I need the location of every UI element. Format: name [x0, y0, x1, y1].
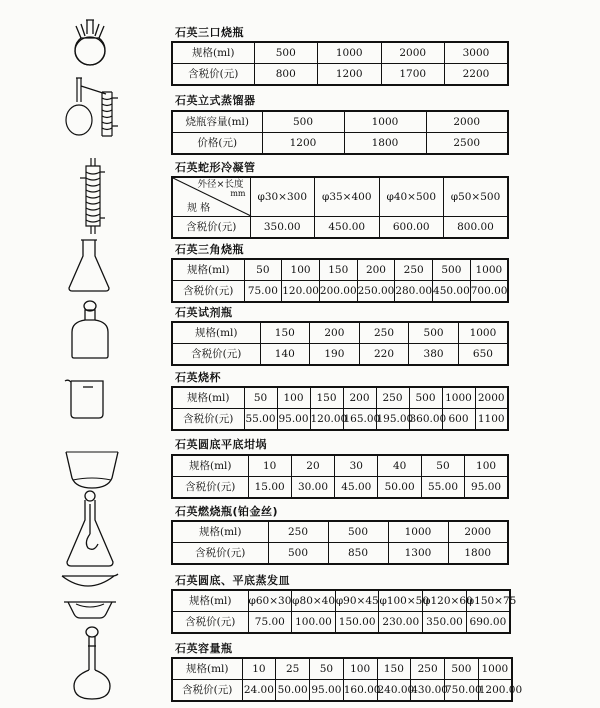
price-cell: 1700: [381, 64, 445, 86]
price-table-three-neck-flask: [171, 41, 509, 86]
spec-cell: φ80×40: [292, 590, 336, 612]
spec-cell: 150: [310, 387, 343, 409]
price-cell: 150.00: [335, 612, 379, 634]
price-cell: 15.00: [248, 477, 291, 499]
price-cell: 240.00: [377, 680, 411, 702]
table-row: [172, 217, 508, 239]
row-label: 含税价(元): [172, 217, 250, 239]
price-cell: 230.00: [379, 612, 423, 634]
spec-cell: 250: [359, 322, 409, 344]
spec-cell: φ40×500: [379, 177, 444, 217]
price-cell: 30.00: [291, 477, 334, 499]
price-table-beaker: [171, 386, 509, 431]
price-cell: 2200: [445, 64, 509, 86]
price-cell: 50.00: [378, 477, 421, 499]
row-label: 规格(ml): [172, 658, 242, 680]
evaporating-dish-icon: [60, 572, 120, 622]
section-title-distillation-apparatus: 石英立式蒸馏器: [175, 94, 256, 107]
spec-cell: φ60×30: [248, 590, 292, 612]
section-title-coil-condenser: 石英蛇形冷凝管: [175, 161, 256, 174]
section-title-three-neck-flask: 石英三口烧瓶: [175, 26, 244, 39]
spec-cell: 100: [277, 387, 310, 409]
price-cell: 250.00: [357, 281, 395, 303]
spec-cell: 250: [411, 658, 445, 680]
section-title-crucible: 石英圆底平底坩埚: [175, 438, 267, 451]
spec-cell: 250: [376, 387, 409, 409]
spec-cell: 150: [377, 658, 411, 680]
price-cell: 350.00: [423, 612, 467, 634]
section-title-erlenmeyer-flask: 石英三角烧瓶: [175, 243, 244, 256]
price-cell: 350.00: [250, 217, 315, 239]
coil-condenser-icon: [80, 158, 106, 234]
price-cell: 1800: [344, 133, 426, 155]
spec-cell: 2000: [381, 42, 445, 64]
price-cell: 50.00: [276, 680, 310, 702]
spec-cell: 3000: [445, 42, 509, 64]
spec-cell: 200: [357, 259, 395, 281]
price-cell: 450.00: [433, 281, 471, 303]
spec-cell: 50: [310, 658, 344, 680]
price-cell: 280.00: [395, 281, 433, 303]
spec-cell: 200: [310, 322, 360, 344]
spec-cell: φ100×50: [379, 590, 423, 612]
price-cell: 75.00: [248, 612, 292, 634]
price-cell: 1800: [448, 543, 508, 565]
row-label: 规格(ml): [172, 387, 244, 409]
reagent-bottle-icon: [68, 300, 112, 360]
row-label: 含税价(元): [172, 612, 248, 634]
spec-cell: φ120×60: [423, 590, 467, 612]
price-cell: 700.00: [470, 281, 508, 303]
price-cell: 95.00: [277, 409, 310, 431]
price-cell: 55.00: [244, 409, 277, 431]
spec-cell: 1000: [458, 322, 508, 344]
spec-cell: 500: [445, 658, 479, 680]
section-title-evaporating-dish: 石英圆底、平底蒸发皿: [175, 574, 290, 587]
price-cell: 100.00: [292, 612, 336, 634]
row-label: 规格(ml): [172, 42, 254, 64]
section-title-volumetric-flask: 石英容量瓶: [175, 642, 233, 655]
table-row: [172, 455, 508, 477]
price-cell: 95.00: [310, 680, 344, 702]
row-label: 含税价(元): [172, 409, 244, 431]
row-label: 规格(ml): [172, 455, 248, 477]
price-cell: 850: [328, 543, 388, 565]
table-row: [172, 612, 510, 634]
price-table-crucible: [171, 454, 509, 499]
price-cell: 800: [254, 64, 318, 86]
spec-cell: 50: [421, 455, 464, 477]
price-table-erlenmeyer-flask: [171, 258, 509, 303]
table-row: [172, 177, 508, 217]
spec-cell: φ35×400: [315, 177, 380, 217]
price-table-volumetric-flask: [171, 657, 523, 702]
price-cell: 690.00: [466, 612, 510, 634]
table-row: [172, 543, 508, 565]
price-cell: 75.00: [244, 281, 282, 303]
spec-cell: 150: [319, 259, 357, 281]
price-cell: 500: [268, 543, 328, 565]
spec-cell: 1000: [442, 387, 475, 409]
price-table-coil-condenser: [171, 176, 509, 239]
row-label: 含税价(元): [172, 281, 244, 303]
spec-cell: 500: [409, 387, 442, 409]
table-row: [172, 133, 508, 155]
row-label: 规格(ml): [172, 322, 260, 344]
row-label: 规格(ml): [172, 521, 268, 543]
price-cell: 2500: [426, 133, 508, 155]
price-cell: 450.00: [315, 217, 380, 239]
spec-cell: 250: [268, 521, 328, 543]
spec-cell: 500: [254, 42, 318, 64]
diagonal-header-cell: [172, 177, 250, 217]
volumetric-flask-icon: [70, 626, 114, 702]
price-cell: 24.00: [242, 680, 276, 702]
spec-cell: 500: [433, 259, 471, 281]
price-cell: 220: [359, 344, 409, 366]
price-cell: 600: [442, 409, 475, 431]
spec-cell: 50: [244, 259, 282, 281]
price-cell: 120.00: [282, 281, 320, 303]
beaker-icon: [63, 378, 111, 420]
table-row: [172, 322, 508, 344]
erlenmeyer-flask-icon: [66, 238, 112, 292]
price-cell: 1200.00: [478, 680, 512, 702]
table-row: [172, 111, 508, 133]
price-cell: 190: [310, 344, 360, 366]
spec-cell: 1000: [388, 521, 448, 543]
spec-cell: 1000: [478, 658, 512, 680]
spec-cell: 30: [335, 455, 378, 477]
price-cell: 45.00: [335, 477, 378, 499]
table-row: [172, 680, 512, 702]
section-title-reagent-bottle: 石英试剂瓶: [175, 306, 233, 319]
row-label: 含税价(元): [172, 477, 248, 499]
spec-cell: 40: [378, 455, 421, 477]
spec-cell: 2000: [448, 521, 508, 543]
spec-cell: 10: [242, 658, 276, 680]
row-label: 含税价(元): [172, 543, 268, 565]
table-row: [172, 409, 508, 431]
table-row: [172, 590, 510, 612]
three-neck-flask-icon: [70, 18, 110, 68]
diagonal-header-unit: mm: [230, 189, 246, 198]
price-cell: 430.00: [411, 680, 445, 702]
price-cell: 380: [409, 344, 459, 366]
spec-cell: 2000: [475, 387, 508, 409]
price-cell: 195.00: [376, 409, 409, 431]
price-table-reagent-bottle: [171, 321, 509, 366]
price-cell: 1300: [388, 543, 448, 565]
spec-cell: 100: [282, 259, 320, 281]
table-row: [172, 344, 508, 366]
spec-cell: 25: [276, 658, 310, 680]
price-cell: 1100: [475, 409, 508, 431]
spec-cell: φ50×500: [444, 177, 509, 217]
price-cell: 55.00: [421, 477, 464, 499]
spec-cell: 1000: [344, 111, 426, 133]
spec-cell: 500: [409, 322, 459, 344]
price-cell: 1200: [318, 64, 382, 86]
section-title-combustion-flask: 石英燃烧瓶(铂金丝): [175, 505, 279, 518]
row-label: 含税价(元): [172, 64, 254, 86]
table-row: [172, 658, 512, 680]
table-row: [172, 281, 508, 303]
table-row: [172, 521, 508, 543]
row-label: 含税价(元): [172, 344, 260, 366]
table-row: [172, 387, 508, 409]
spec-cell: 100: [343, 658, 377, 680]
price-cell: 750.00: [445, 680, 479, 702]
spec-cell: 150: [260, 322, 310, 344]
price-cell: 165.00: [343, 409, 376, 431]
spec-cell: φ30×300: [250, 177, 315, 217]
table-row: [172, 477, 508, 499]
section-title-beaker: 石英烧杯: [175, 371, 221, 384]
price-cell: 200.00: [319, 281, 357, 303]
price-cell: 140: [260, 344, 310, 366]
price-table-combustion-flask: [171, 520, 509, 565]
row-label: 规格(ml): [172, 590, 248, 612]
price-table-distillation-apparatus: [171, 110, 509, 155]
price-cell: 120.00: [310, 409, 343, 431]
spec-cell: 100: [465, 455, 508, 477]
distillation-apparatus-icon: [62, 76, 124, 138]
price-cell: 160.00: [343, 680, 377, 702]
price-cell: 1200: [262, 133, 344, 155]
spec-cell: φ90×45: [335, 590, 379, 612]
spec-cell: 20: [291, 455, 334, 477]
row-label: 规格(ml): [172, 259, 244, 281]
spec-cell: 50: [244, 387, 277, 409]
spec-cell: 250: [395, 259, 433, 281]
spec-cell: 500: [328, 521, 388, 543]
price-cell: 95.00: [465, 477, 508, 499]
price-cell: 600.00: [379, 217, 444, 239]
price-cell: 360.00: [409, 409, 442, 431]
combustion-flask-icon: [64, 490, 116, 568]
price-cell: 800.00: [444, 217, 509, 239]
crucible-icon: [64, 446, 120, 490]
price-table-evaporating-dish: [171, 589, 517, 634]
table-row: [172, 259, 508, 281]
spec-cell: 2000: [426, 111, 508, 133]
spec-cell: 1000: [470, 259, 508, 281]
row-label: 烧瓶容量(ml): [172, 111, 262, 133]
diagonal-header-top: 外径×长度: [197, 179, 244, 190]
diagonal-header-bottom: 规 格: [187, 203, 211, 214]
spec-cell: 500: [262, 111, 344, 133]
price-cell: 650: [458, 344, 508, 366]
spec-cell: 200: [343, 387, 376, 409]
row-label: 含税价(元): [172, 680, 242, 702]
spec-cell: 10: [248, 455, 291, 477]
spec-cell: φ150×75: [466, 590, 510, 612]
table-row: [172, 42, 508, 64]
row-label: 价格(元): [172, 133, 262, 155]
spec-cell: 1000: [318, 42, 382, 64]
table-row: [172, 64, 508, 86]
